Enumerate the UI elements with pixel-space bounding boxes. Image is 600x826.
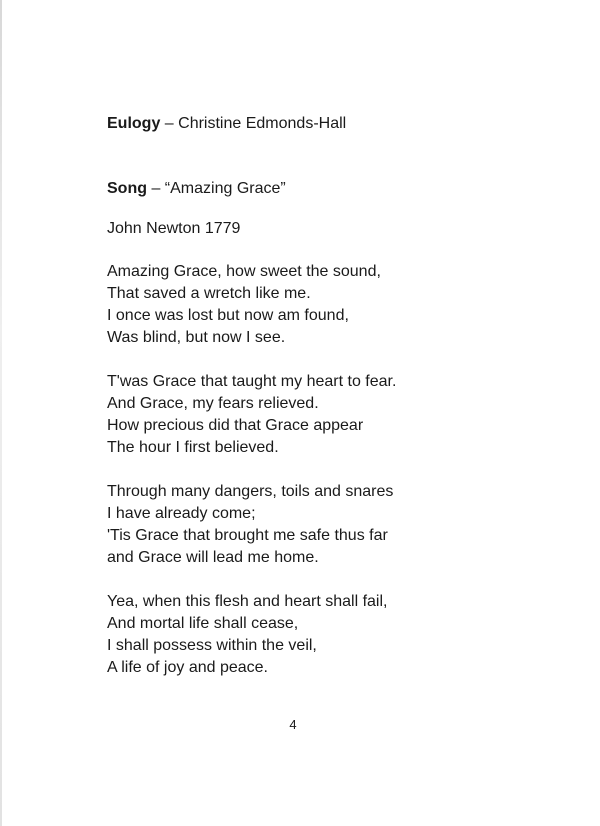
verse-line: Amazing Grace, how sweet the sound, <box>107 263 381 280</box>
scan-edge <box>0 0 2 826</box>
verse-line: Yea, when this flesh and heart shall fail, <box>107 593 388 610</box>
verse-line: 'Tis Grace that brought me safe thus far <box>107 527 388 544</box>
verse-line: I have already come; <box>107 505 256 522</box>
eulogy-separator: – <box>160 115 179 132</box>
verse-2 <box>107 371 567 459</box>
verse-line: Through many dangers, toils and snares <box>107 483 394 500</box>
eulogy-speaker: Christine Edmonds-Hall <box>178 115 347 132</box>
verse-1 <box>107 261 567 349</box>
verse-line: That saved a wretch like me. <box>107 285 311 302</box>
song-author: John Newton 1779 <box>107 220 241 237</box>
verse-line: A life of joy and peace. <box>107 659 268 676</box>
song-separator: – <box>147 180 165 197</box>
verse-line: And mortal life shall cease, <box>107 615 299 632</box>
eulogy-label: Eulogy <box>107 115 161 132</box>
verse-4 <box>107 591 567 679</box>
verse-line: I shall possess within the veil, <box>107 637 317 654</box>
verse-3 <box>107 481 567 569</box>
verse-line: The hour I first believed. <box>107 439 279 456</box>
eulogy-heading <box>107 113 567 135</box>
verse-line: And Grace, my fears relieved. <box>107 395 319 412</box>
verse-line: T'was Grace that taught my heart to fear. <box>107 373 397 390</box>
verse-line: and Grace will lead me home. <box>107 549 319 566</box>
verse-line: I once was lost but now am found, <box>107 307 349 324</box>
page-number: 4 <box>289 717 297 732</box>
song-label: Song <box>107 180 147 197</box>
verse-line: How precious did that Grace appear <box>107 417 364 434</box>
song-heading <box>107 178 567 200</box>
verse-line: Was blind, but now I see. <box>107 329 286 346</box>
song-title: “Amazing Grace” <box>164 180 286 197</box>
page-content <box>107 113 567 701</box>
